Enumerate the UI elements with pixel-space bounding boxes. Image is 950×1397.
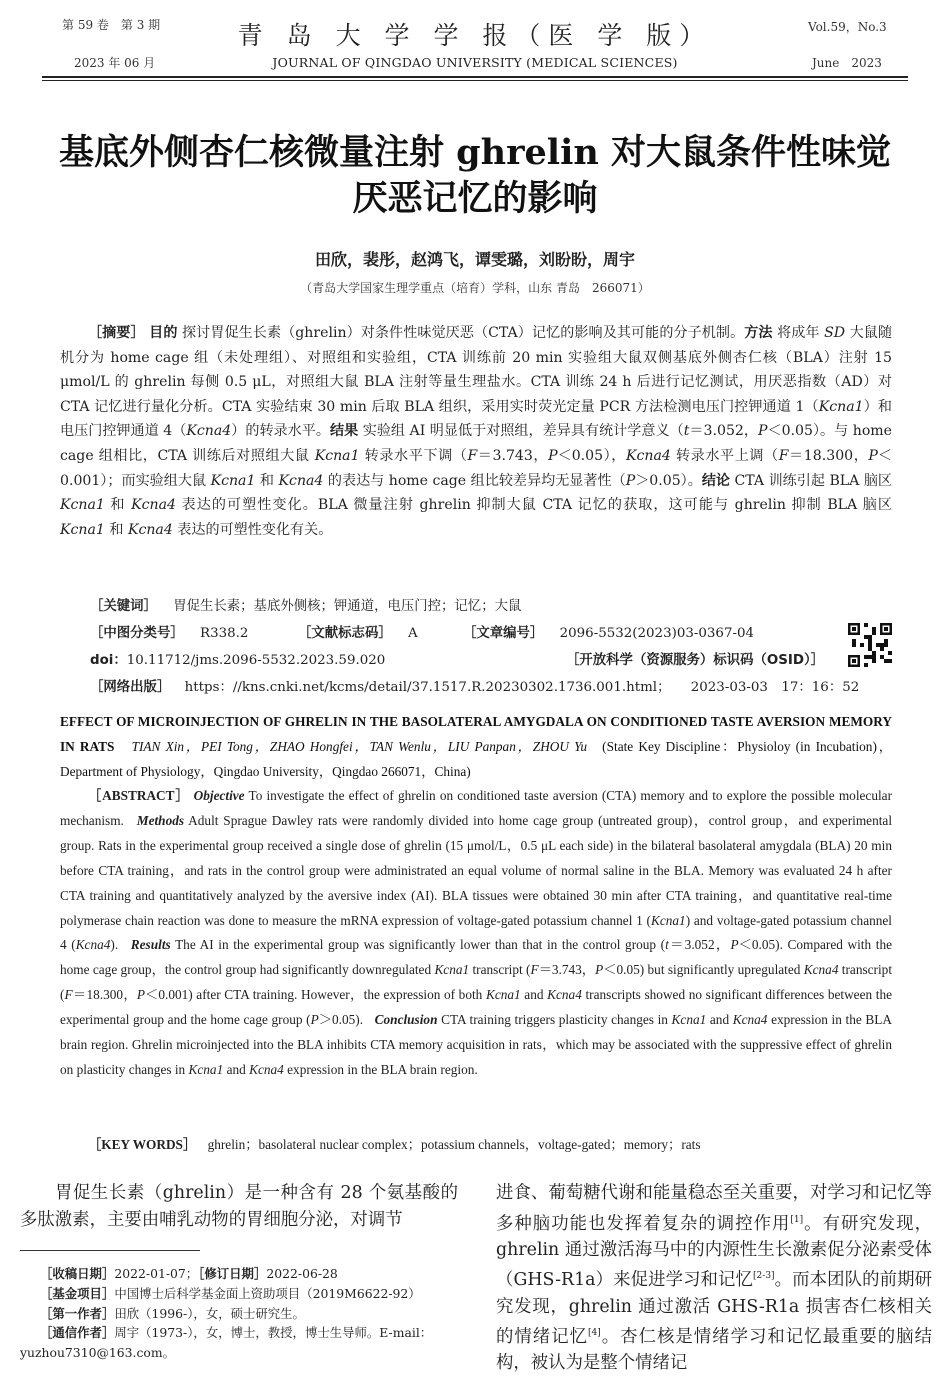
methods-en-text: ) and voltage-gated potassium channel 4 ( (60, 912, 892, 953)
results-en-text: ＞0.05). (318, 1012, 364, 1028)
gene-kcna4: Kcna4 (186, 423, 232, 440)
results-text: ＞0.05）。 (635, 472, 702, 489)
header-rule-thin (42, 80, 908, 81)
header-rule-thick (42, 76, 908, 78)
keywords-en (60, 1133, 860, 1158)
body-right-column (496, 1180, 932, 1377)
gene-kcna4: Kcna4 (278, 472, 324, 489)
conclusion-en-text: and (709, 1012, 730, 1028)
clc-row (90, 622, 248, 641)
abstract-en-label: ［ABSTRACT］ (88, 788, 190, 803)
received-date: 2022-01-07； (114, 1266, 199, 1281)
keywords-en-label: ［KEY WORDS］ (88, 1137, 197, 1152)
gene-kcna4: Kcna4 (75, 937, 111, 953)
results-en-label: Results (130, 937, 171, 953)
keywords-text: 胃促生长素；基底外侧核；钾通道，电压门控；记忆；大鼠 (173, 599, 522, 614)
abstract-label: ［摘要］ (88, 325, 145, 341)
methods-text: 将成年 (777, 325, 820, 341)
first-author-text: 田欣（1996-），女，硕士研究生。 (114, 1305, 305, 1321)
doi-label: doi： (90, 653, 127, 668)
objective-en-label: Objective (193, 788, 245, 803)
gene-kcna1: Kcna1 (818, 398, 864, 415)
keywords-en-text: ghrelin；basolateral nuclear complex；potassium channels，voltage-gated；memory；rats (207, 1137, 701, 1152)
results-en-text: ＜0.001) after CTA training. However，the expression of both (145, 987, 483, 1003)
results-text: ＜0.001）；而实验组大鼠 (60, 447, 892, 489)
body-text: 。而本团队的前期研究发现，ghrelin 通过激活 GHS-R1a 损害杏仁核相关的情绪记忆 (496, 1270, 932, 1347)
volume-en: Vol.59，No.3 (808, 20, 887, 34)
english-affiliation: (State Key Discipline：Physioloy (in Incubation)，Department of Physiology，Qingdao University，Qingdao 266071，China) (60, 739, 892, 779)
corresponding-author-text: 周宇（1973-），女，博士，教授，博士生导师。E-mail：yuzhou7310@163.com。 (20, 1325, 433, 1361)
results-text: ＝3.052， (689, 423, 758, 440)
stat-p: P (758, 423, 768, 440)
volume-issue: 第 59 卷 第 3 期 (62, 18, 161, 32)
results-text: 和 (259, 472, 275, 489)
first-author-label: ［第一作者］ (40, 1305, 115, 1321)
doc-code-value: A (408, 626, 418, 641)
article-no-value: 2096-5532(2023)03-0367-04 (559, 626, 755, 641)
gene-kcna4: Kcna4 (803, 962, 839, 978)
stat-f: F (778, 447, 789, 464)
stat-p: P (548, 447, 558, 464)
stat-f: F (64, 987, 73, 1003)
objective-label: 目的 (149, 325, 178, 341)
results-text: ＜0.05）。与 home cage 组相比，CTA 训练后对照组大鼠 (60, 423, 893, 464)
affiliation-cn: （青岛大学国家生理学重点（培育）学科，山东 青岛 266071） (300, 281, 650, 295)
online-row (90, 676, 859, 695)
corresponding-author-label: ［通信作者］ (40, 1325, 115, 1341)
body-left-column: 胃促生长素（ghrelin）是一种含有 28 个氨基酸的多肽激素，主要由哺乳动物的胃细胞分泌，对调节 (20, 1183, 458, 1230)
article-no-label: ［文章编号］ (463, 626, 544, 641)
english-title: EFFECT OF MICROINJECTION OF GHRELIN IN THE BASOLATERAL AMYGDALA ON CONDITIONED TASTE AVERSION MEMORY IN RATS (60, 714, 892, 754)
doc-code-row (298, 622, 418, 641)
methods-label: 方法 (744, 325, 773, 341)
received-label: ［收稿日期］ (40, 1266, 115, 1281)
issue-date-cn: 2023 年 06 月 (74, 56, 156, 70)
results-en-text: ＜0.05). Compared with the home cage group，the control group had significantly downregulated (60, 937, 892, 978)
citation-ref[interactable]: [2-3] (753, 1271, 775, 1282)
conclusion-text: 和 (109, 521, 124, 538)
results-en-text: ＜0.05) but significantly upregulated (603, 962, 801, 978)
objective-en-text: To investigate the effect of ghrelin on conditioned taste aversion (CTA) memory and to explore the possible molecular mechanism. (60, 788, 893, 828)
gene-kcna4: Kcna4 (626, 447, 671, 464)
keywords-label: ［关键词］ (90, 599, 157, 614)
results-en-text: ＝3.052， (668, 937, 731, 953)
results-en-text: ＝18.300， (72, 987, 137, 1003)
article-no-row (463, 622, 754, 641)
gene-kcna4: Kcna4 (249, 1061, 284, 1077)
stat-t: t (683, 423, 690, 440)
gene-kcna4: Kcna4 (127, 521, 173, 538)
abstract-en (60, 784, 892, 1083)
english-authors: TIAN Xin，PEI Tong，ZHAO Hongfei，TAN Wenlu，LIU Panpan，ZHOU Yu (131, 739, 587, 754)
stat-p: P (310, 1012, 319, 1028)
results-en-text: transcript ( (472, 962, 531, 978)
doi-value[interactable]: 10.11712/jms.2096-5532.2023.59.020 (126, 653, 386, 668)
results-text: ＝18.300， (788, 447, 869, 464)
clc-value: R338.2 (200, 626, 249, 641)
keywords-cn (90, 595, 521, 614)
gene-kcna1: Kcna1 (671, 1012, 707, 1028)
conclusion-text: 表达的可塑性变化有关。 (177, 521, 333, 538)
doc-code-label: ［文献标志码］ (298, 626, 392, 641)
gene-kcna4: Kcna4 (547, 987, 582, 1003)
footnotes (20, 1264, 460, 1363)
online-label: ［网络出版］ (90, 680, 171, 695)
conclusion-text: 和 (110, 497, 126, 514)
online-time: 2023-03-03 17：16：52 (690, 680, 860, 695)
results-en-text: ＝3.743， (538, 962, 596, 978)
results-text: ＜0.05）， (557, 447, 626, 464)
gene-kcna1: Kcna1 (485, 987, 521, 1003)
results-en-text: transcript ( (60, 962, 893, 1003)
revised-date: 2022-06-28 (266, 1266, 338, 1281)
revised-label: ［修订日期］ (198, 1266, 267, 1281)
conclusion-en-label: Conclusion (374, 1012, 438, 1028)
methods-en-text: Adult Sprague Dawley rats were randomly divided into home cage group (untreated group)，control group，and experimental group. Rats in the experimental group received a single dose of ghrelin (15 μmol/L，0.5 μL each side) in the bilateral basolateral amygdala (BLA) 20 min before CTA training，and rats in the control group were administrated an equal volume of normal saline in the BLA. Memory was evaluated 24 h after CTA training and quantitatively analyzed by the aversive index (AI). BLA tissues were obtained 30 min after CTA training，and quantitative real-time polymerase chain reaction was done to measure the mRNA expression of voltage-gated potassium channel 1 ( (60, 812, 893, 928)
gene-kcna1: Kcna1 (60, 497, 105, 514)
doi-row (90, 649, 385, 668)
methods-sd: SD (824, 325, 846, 341)
gene-kcna1: Kcna1 (650, 912, 686, 928)
qr-code[interactable] (848, 623, 892, 667)
stat-f: F (467, 447, 478, 464)
abstract-cn (60, 321, 892, 542)
conclusion-text: 表达的可塑性变化。BLA 微量注射 ghrelin 抑制大鼠 CTA 记忆的获取，这可能与 ghrelin 抑制 BLA 脑区 (181, 497, 893, 514)
gene-kcna1: Kcna1 (188, 1061, 224, 1077)
body-text: 。杏仁核是情绪学习和记忆最重要的脑结构，被认为是整个情绪记 (496, 1326, 932, 1374)
body-text: 。有研究发现，ghrelin 通过激活海马中的内源性生长激素促分泌素受体（GHS-R1a）来促进学习和记忆 (496, 1213, 932, 1291)
footnote-rule (20, 1250, 200, 1251)
stat-t: t (665, 937, 669, 953)
gene-kcna1: Kcna1 (314, 447, 360, 464)
journal-title-en: JOURNAL OF QINGDAO UNIVERSITY (MEDICAL SCIENCES) (272, 55, 678, 70)
results-en-text: and (524, 987, 544, 1003)
conclusion-label: 结论 (701, 472, 731, 489)
results-text: 转录水平下调（ (364, 447, 468, 464)
results-text: ＝3.743， (477, 447, 549, 464)
fund-label: ［基金项目］ (40, 1285, 115, 1301)
methods-text: ）和电压门控钾通道 4（ (60, 398, 892, 440)
conclusion-text: CTA 训练引起 BLA 脑区 (734, 472, 893, 489)
conclusion-en-text: expression in the BLA brain region. (287, 1061, 478, 1077)
results-en-text: The AI in the experimental group was significantly lower than that in the control group ( (175, 937, 666, 953)
results-text: 实验组 AI 明显低于对照组，差异具有统计学意义（ (362, 423, 684, 440)
issue-date-en: June 2023 (812, 56, 882, 70)
objective-text: 探讨胃促生长素（ghrelin）对条件性味觉厌恶（CTA）记忆的影响及其可能的分子机制。 (182, 325, 745, 341)
results-en-text: transcripts showed no significant differences between the experimental group and the home cage group ( (60, 987, 892, 1028)
methods-text: ）的转录水平。 (231, 423, 330, 440)
methods-en-text: ). (110, 937, 119, 953)
stat-p: P (595, 962, 604, 978)
citation-ref[interactable]: [1] (790, 1214, 804, 1225)
journal-title-cn: 青 岛 大 学 学 报（医 学 版） (237, 21, 713, 50)
clc-label: ［中图分类号］ (90, 626, 184, 641)
gene-kcna1: Kcna1 (210, 472, 256, 489)
methods-en-label: Methods (136, 812, 185, 828)
article-title-line1: 基底外侧杏仁核微量注射 ghrelin 对大鼠条件性味觉 (58, 132, 892, 173)
english-title-block (60, 709, 892, 784)
gene-kcna4: Kcna4 (131, 497, 176, 514)
conclusion-en-text: CTA training triggers plasticity changes in (441, 1012, 668, 1028)
osid-label: ［开放科学（资源服务）标识码（OSID）］ (566, 653, 825, 668)
gene-kcna4: Kcna4 (732, 1012, 768, 1028)
citation-ref[interactable]: [4] (588, 1328, 601, 1339)
stat-p: P (868, 447, 878, 464)
stat-p: P (625, 472, 636, 489)
online-url[interactable]: https：//kns.cnki.net/kcms/detail/37.1517.R.20230302.1736.001.html； (184, 680, 671, 695)
stat-p: P (136, 987, 146, 1003)
gene-kcna1: Kcna1 (434, 962, 470, 978)
article-title-line2: 厌恶记忆的影响 (352, 178, 598, 219)
conclusion-en-text: and (226, 1061, 246, 1077)
conclusion-en-text: expression in the BLA brain region. Ghrelin microinjected into the BLA inhibits CTA memory acquisition in rats，which may be associated with the suppressive effect of ghrelin on plasticity changes in (60, 1012, 892, 1077)
results-label: 结果 (330, 423, 359, 440)
body-text: 进食、葡萄糖代谢和能量稳态至关重要，对学习和记忆等多种脑功能也发挥着复杂的调控作用 (496, 1183, 932, 1234)
stat-f: F (530, 962, 539, 978)
authors-cn: 田欣，裴彤，赵鸿飞，谭雯璐，刘盼盼，周宇 (314, 250, 635, 269)
results-text: 转录水平上调（ (675, 447, 779, 464)
stat-p: P (730, 937, 739, 953)
gene-kcna1: Kcna1 (60, 521, 105, 538)
fund-text: 中国博士后科学基金面上资助项目（2019M6622-92） (114, 1285, 421, 1301)
results-text: 的表达与 home cage 组比较差异均无显著性（ (327, 472, 626, 489)
methods-text: 大鼠随机分为 home cage 组（未处理组）、对照组和实验组，CTA 训练前 20 min 实验组大鼠双侧基底外侧杏仁核（BLA）注射 15 μmol/L 的 ghrelin 每侧 0.5 μL，对照组大鼠 BLA 注射等量生理盐水。CTA 训练 24 h 后进行记忆测试，用厌恶指数（AD）对 CTA 记忆进行量化分析。CTA 实验结束 30 min 后取 BLA 组织，采用实时荧光定量 PCR 方法检测电压门控钾通道 1（ (60, 325, 893, 415)
